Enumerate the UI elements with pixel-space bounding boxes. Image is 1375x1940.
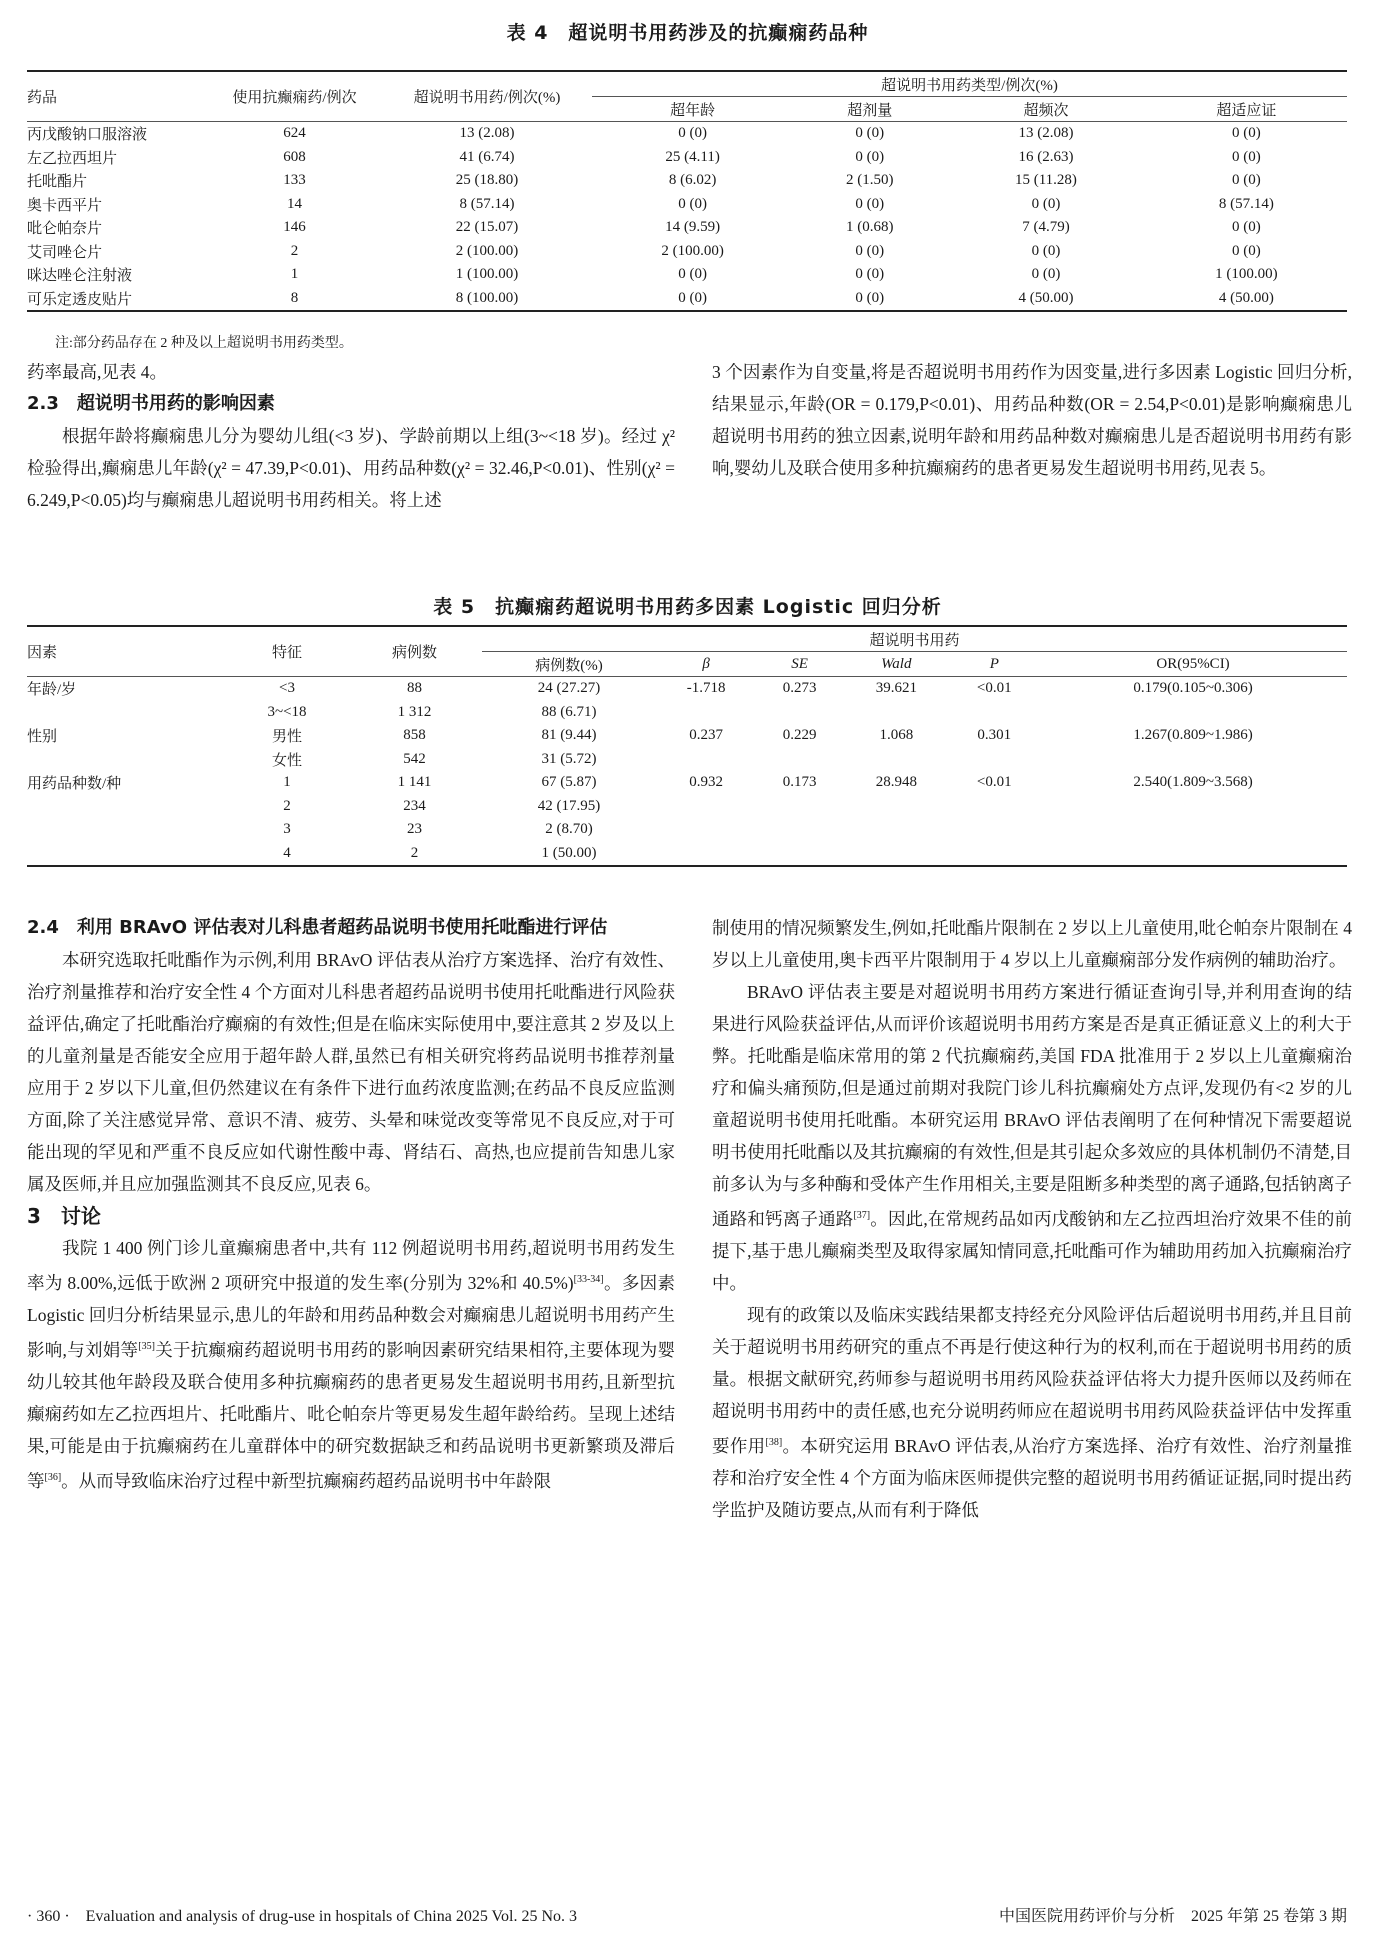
t5-cell-wald: 28.948 — [875, 774, 917, 791]
t4-cell-indic: 0 (0) — [1231, 148, 1261, 165]
t4-cell-freq: 13 (2.08) — [1018, 125, 1074, 142]
t5-header-p: P — [989, 655, 999, 672]
t4-cell-drug: 艾司唑仑片 — [27, 244, 103, 261]
t5-cell-n: 81 (9.44) — [541, 727, 597, 744]
t5-cell-wald — [843, 701, 949, 725]
t5-cell-or — [1039, 795, 1347, 819]
t4-cell-offlabel: 41 (6.74) — [459, 148, 515, 165]
t4-row — [27, 122, 1347, 146]
t5-cell-cases: 2 — [410, 844, 419, 861]
t5-cell-se: 0.173 — [782, 774, 817, 791]
t5-cell-feature: 4 — [283, 844, 291, 861]
t4-cell-dose: 0 (0) — [855, 125, 885, 142]
t5-cell-p — [950, 701, 1040, 725]
text-run: 。本研究运用 BRAvO 评估表,从治疗方案选择、治疗有效性、治疗剂量推荐和治疗安全性 4 个方面为临床医师提供完整的超说明书用药循证证据,同时提出药学监护及随访要点,从而有利于降低 — [712, 1435, 1352, 1520]
left-bottom-text — [27, 912, 675, 1496]
t4-header-drug: 药品 — [27, 90, 58, 106]
t4-cell-dose: 0 (0) — [855, 289, 885, 306]
t5-cell-wald: 1.068 — [879, 727, 914, 744]
text-run: BRAvO 评估表主要是对超说明书用药方案进行循证查询引导,并利用查询的结果进行风险获益评估,从而评价该超说明书用药方案是否是真正循证意义上的利大于弊。托吡酯是临床常用的第 2 代抗癫痫药,美国 FDA 批准用于 2 岁以上儿童癫痫治疗和偏头痛预防,但是通过前期对我院门诊儿科抗癫痫处方点评,发现仍有<2 岁的儿童超说明书使用托吡酯。本研究运用 BRAvO 评估表阐明了在何种情况下需要超说明书使用托吡酯以及其抗癫痫的有效性,但是其引起众多效应的具体机制仍不清楚,目前多认为与多种酶和受体产生作用相关,主要是阻断多种类型的离子通路,包括钠离子通路和钙离子通路 — [712, 982, 1352, 1229]
t4-header-group: 超说明书用药类型/例次(%) — [592, 71, 1347, 97]
t5-cell-wald — [843, 842, 949, 867]
t5-cell-feature: 女性 — [271, 752, 302, 769]
t5-cell-p — [950, 818, 1040, 842]
t4-cell-age: 0 (0) — [678, 266, 707, 283]
t4-cell-indic: 1 (100.00) — [1215, 266, 1278, 283]
t5-cell-n: 1 (50.00) — [541, 844, 597, 861]
t5-cell-se — [756, 818, 843, 842]
t5-cell-or: 1.267(0.809~1.986) — [1133, 727, 1253, 744]
t5-cell-wald — [843, 818, 949, 842]
t4-cell-used: 8 — [290, 289, 299, 306]
t5-cell-factor: 用药品种数/种 — [27, 776, 122, 793]
t4-cell-dose: 0 (0) — [855, 242, 885, 259]
t5-cell-se: 0.273 — [782, 680, 817, 697]
citation[interactable]: [35] — [138, 1340, 155, 1352]
t4-cell-used: 1 — [290, 266, 299, 283]
t5-cell-cases: 542 — [403, 750, 426, 767]
t5-cell-wald — [843, 795, 949, 819]
t4-cell-age: 0 (0) — [678, 195, 707, 212]
t4-cell-offlabel: 2 (100.00) — [455, 242, 519, 259]
t4-cell-freq: 7 (4.79) — [1022, 219, 1070, 236]
section-heading-2-3: 2.3 超说明书用药的影响因素 — [27, 393, 275, 414]
t4-cell-freq: 4 (50.00) — [1018, 289, 1074, 306]
t4-cell-freq: 16 (2.63) — [1018, 148, 1074, 165]
t4-cell-used: 133 — [283, 172, 306, 189]
right-bottom-text — [712, 912, 1352, 1526]
footer-right: 中国医院用药评价与分析 2025 年第 25 卷第 3 期 — [998, 1908, 1347, 1925]
t5-cell-feature: 3 — [283, 821, 291, 838]
right-top-text — [712, 356, 1352, 484]
t5-cell-feature: 1 — [283, 774, 291, 791]
t5-cell-beta — [656, 748, 756, 772]
t4-cell-offlabel: 8 (100.00) — [455, 289, 519, 306]
section-heading-2-4: 2.4 利用 BRAvO 评估表对儿科患者超药品说明书使用托吡酯进行评估 — [27, 917, 608, 938]
table4 — [27, 70, 1347, 312]
t5-cell-p — [950, 795, 1040, 819]
t5-cell-n: 88 (6.71) — [541, 703, 597, 720]
t4-cell-dose: 0 (0) — [855, 148, 885, 165]
t5-cell-n: 31 (5.72) — [541, 750, 597, 767]
t4-cell-drug: 丙戊酸钠口服溶液 — [27, 127, 148, 144]
t4-header-offlabel: 超说明书用药/例次(%) — [413, 90, 561, 106]
t5-header-feature: 特征 — [271, 645, 302, 661]
t4-header-dose: 超剂量 — [847, 102, 893, 119]
t4-cell-indic: 0 (0) — [1231, 125, 1261, 142]
t4-row — [27, 287, 1347, 312]
t5-cell-cases: 1 141 — [397, 774, 432, 791]
t4-cell-indic: 0 (0) — [1231, 219, 1261, 236]
t5-cell-or — [1039, 818, 1347, 842]
t5-header-beta: β — [702, 655, 710, 672]
t5-cell-feature: 2 — [283, 797, 291, 814]
t4-header-indic: 超适应证 — [1216, 102, 1277, 119]
t4-cell-indic: 8 (57.14) — [1218, 195, 1274, 212]
t4-cell-drug: 左乙拉西坦片 — [27, 150, 118, 167]
t5-cell-factor: 年龄/岁 — [27, 682, 77, 699]
t4-cell-age: 2 (100.00) — [661, 242, 724, 259]
t5-header-or: OR(95%CI) — [1156, 655, 1230, 672]
t4-cell-dose: 2 (1.50) — [846, 172, 894, 189]
t5-header-cases: 病例数 — [391, 645, 437, 661]
t5-cell-beta — [656, 701, 756, 725]
t4-cell-drug: 托吡酯片 — [27, 174, 88, 191]
t5-cell-beta — [656, 818, 756, 842]
t4-cell-indic: 4 (50.00) — [1218, 289, 1274, 306]
section-heading-3: 3 讨论 — [27, 1204, 101, 1228]
t4-cell-indic: 0 (0) — [1231, 172, 1261, 189]
table5-title: 表 5 抗癫痫药超说明书用药多因素 Logistic 回归分析 — [433, 596, 942, 618]
t4-cell-freq: 0 (0) — [1031, 195, 1061, 212]
t5-row — [27, 842, 1347, 867]
t4-row — [27, 169, 1347, 193]
t5-row — [27, 795, 1347, 819]
t4-cell-drug: 可乐定透皮贴片 — [27, 291, 133, 308]
paragraph: 制使用的情况频繁发生,例如,托吡酯片限制在 2 岁以上儿童使用,吡仑帕奈片限制在 4 岁以上儿童使用,奥卡西平片限制用于 4 岁以上儿童癫痫部分发作病例的辅助治疗。 — [712, 918, 1352, 970]
t4-cell-used: 2 — [290, 242, 299, 259]
t4-cell-used: 146 — [283, 219, 306, 236]
t5-cell-p: 0.301 — [977, 727, 1012, 744]
t5-cell-feature: <3 — [279, 680, 295, 697]
t5-cell-or: 2.540(1.809~3.568) — [1133, 774, 1253, 791]
t5-cell-n: 67 (5.87) — [541, 774, 597, 791]
t4-cell-freq: 0 (0) — [1031, 242, 1061, 259]
t5-cell-factor — [27, 701, 227, 725]
t4-cell-offlabel: 13 (2.08) — [459, 125, 515, 142]
t5-cell-cases: 23 — [407, 821, 422, 838]
t5-cell-or: 0.179(0.105~0.306) — [1133, 680, 1253, 697]
t5-row — [27, 748, 1347, 772]
table5 — [27, 625, 1347, 867]
t4-row — [27, 193, 1347, 217]
t5-row — [27, 818, 1347, 842]
t5-cell-cases: 858 — [403, 727, 426, 744]
footer-left: · 360 · Evaluation and analysis of drug-use in hospitals of China 2025 Vol. 25 No. 3 — [27, 1908, 578, 1925]
t5-cell-beta — [656, 795, 756, 819]
t5-cell-p — [950, 748, 1040, 772]
t5-cell-factor — [27, 748, 227, 772]
t5-cell-beta: 0.237 — [689, 727, 723, 744]
t5-cell-n: 24 (27.27) — [537, 680, 601, 697]
t4-cell-used: 624 — [283, 125, 306, 142]
t5-cell-beta — [656, 842, 756, 867]
paragraph — [712, 1299, 1352, 1526]
citation[interactable]: [38] — [765, 1436, 783, 1448]
text-run: 关于抗癫痫药超说明书用药的影响因素研究结果相符,主要体现为婴幼儿较其他年龄段及联合使用多种抗癫痫药的患者更易发生超说明书用药,且新型抗癫痫药如左乙拉西坦片、托吡酯片、吡仑帕奈片等更易发生超年龄给药。呈现上述结果,可能是由于抗癫痫药在儿童群体中的研究数据缺乏和药品说明书更新繁琐及滞后等 — [27, 1339, 675, 1491]
t5-cell-feature: 男性 — [271, 729, 302, 746]
t5-header-se: SE — [791, 655, 808, 672]
t5-cell-feature: 3~<18 — [267, 703, 307, 720]
t5-row — [27, 701, 1347, 725]
paragraph: 3 个因素作为自变量,将是否超说明书用药作为因变量,进行多因素 Logistic 回归分析,结果显示,年龄(OR = 0.179,P<0.01)、用药品种数(OR = 2.54,P<0.01)是影响癫痫患儿超说明书用药的独立因素,说明年龄和用药品种数对癫痫患儿是否超说明书用药有影响,婴幼儿及联合使用多种抗癫痫药的患者更易发生超说明书用药,见表 5。 — [712, 362, 1352, 478]
t4-row — [27, 263, 1347, 287]
table4-title: 表 4 超说明书用药涉及的抗癫痫药品种 — [506, 22, 869, 44]
t4-cell-indic: 0 (0) — [1231, 242, 1261, 259]
t4-row — [27, 146, 1347, 170]
t4-header-age: 超年龄 — [670, 102, 716, 119]
t4-row — [27, 240, 1347, 264]
t5-cell-se — [756, 795, 843, 819]
t4-cell-offlabel: 8 (57.14) — [459, 195, 515, 212]
left-top-text — [27, 356, 675, 516]
text-run: 现有的政策以及临床实践结果都支持经充分风险评估后超说明书用药,并且目前关于超说明书用药研究的重点不再是行使这种行为的权利,而在于超说明书用药的质量。根据文献研究,药师参与超说明书用药风险获益评估将大力提升医师以及药师在超说明书用药中的责任感,也充分说明药师应在超说明书用药风险获益评估中发挥重要作用 — [712, 1304, 1352, 1456]
t5-cell-beta: -1.718 — [686, 680, 726, 697]
paragraph — [27, 1232, 675, 1496]
t5-cell-wald — [843, 748, 949, 772]
t5-cell-p — [950, 842, 1040, 867]
t5-cell-cases: 1 312 — [397, 703, 432, 720]
t5-cell-factor — [27, 842, 227, 867]
paragraph — [712, 976, 1352, 1299]
paragraph: 根据年龄将癫痫患儿分为婴幼儿组(<3 岁)、学龄前期以上组(3~<18 岁)。经过 χ² 检验得出,癫痫患儿年龄(χ² = 47.39,P<0.01)、用药品种数(χ² = 32.46,P<0.01)、性别(χ² = 6.249,P<0.05)均与癫痫患儿超说明书用药相关。将上述 — [27, 426, 675, 510]
t5-cell-cases: 234 — [403, 797, 426, 814]
citation[interactable]: [36] — [44, 1471, 62, 1483]
t4-header-freq: 超频次 — [1023, 102, 1069, 119]
paragraph: 药率最高,见表 4。 — [27, 362, 167, 382]
text-run: 我院 1 400 例门诊儿童癫痫患者中,共有 112 例超说明书用药,超说明书用药发生率为 8.00%,远低于欧洲 2 项研究中报道的发生率(分别为 32%和 40.5%) — [27, 1238, 675, 1293]
t4-cell-drug: 吡仑帕奈片 — [27, 221, 103, 238]
t4-cell-age: 8 (6.02) — [668, 172, 717, 189]
t4-header-used: 使用抗癫痫药/例次 — [232, 90, 357, 106]
table4-note: 注:部分药品存在 2 种及以上超说明书用药类型。 — [55, 336, 353, 351]
t4-cell-offlabel: 1 (100.00) — [455, 266, 519, 283]
t5-row — [27, 771, 1347, 795]
t4-cell-used: 608 — [283, 148, 306, 165]
t5-cell-factor — [27, 818, 227, 842]
text-run: 。多因素 Logistic 回归分析结果显示,患儿的年龄和用药品种数会对癫痫患儿超说明书用药产生影响,与刘娟等 — [27, 1272, 676, 1360]
t4-cell-age: 25 (4.11) — [665, 148, 720, 165]
t4-cell-drug: 奥卡西平片 — [27, 197, 103, 214]
paragraph: 本研究选取托吡酯作为示例,利用 BRAvO 评估表从治疗方案选择、治疗有效性、治疗剂量推荐和治疗安全性 4 个方面对儿科患者超药品说明书使用托吡酯进行风险获益评估,确定了托吡酯治疗癫痫的有效性;但是在临床实际使用中,要注意其 2 岁及以上的儿童剂量是否能安全应用于超年龄人群,虽然已有相关研究将药品说明书推荐剂量应用于 2 岁以下儿童,但仍然建议在有条件下进行血药浓度监测;在药品不良反应监测方面,除了关注感觉异常、意识不清、疲劳、头晕和味觉改变等常见不良反应,对于可能出现的罕见和严重不良反应如代谢性酸中毒、肾结石、高热,也应提前告知患儿家属及医师,并且应加强监测其不良反应,见表 6。 — [27, 950, 675, 1194]
t5-row — [27, 677, 1347, 701]
t4-cell-age: 0 (0) — [678, 289, 707, 306]
t5-cell-p: <0.01 — [976, 680, 1012, 697]
t5-header-n: 病例数(%) — [535, 657, 603, 674]
t4-row — [27, 216, 1347, 240]
text-run: 。因此,在常规药品如丙戊酸钠和左乙拉西坦治疗效果不佳的前提下,基于患儿癫痫类型及取得家属知情同意,托吡酯可作为辅助用药加入抗癫痫治疗中。 — [712, 1208, 1353, 1293]
t5-header-wald: Wald — [881, 655, 912, 672]
t4-cell-dose: 0 (0) — [855, 195, 885, 212]
t4-cell-offlabel: 25 (18.80) — [455, 172, 519, 189]
t4-cell-drug: 咪达唑仑注射液 — [27, 268, 133, 285]
t5-cell-wald: 39.621 — [875, 680, 917, 697]
text-run: 。从而导致临床治疗过程中新型抗癫痫药超药品说明书中年龄限 — [61, 1470, 552, 1491]
t5-cell-factor: 性别 — [27, 729, 58, 746]
t4-cell-age: 0 (0) — [678, 125, 707, 142]
t5-cell-se: 0.229 — [782, 727, 817, 744]
t4-cell-age: 14 (9.59) — [665, 219, 721, 236]
t5-header-factor: 因素 — [27, 645, 58, 661]
t5-cell-n: 2 (8.70) — [545, 821, 593, 838]
t5-cell-n: 42 (17.95) — [537, 797, 601, 814]
t5-cell-se — [756, 701, 843, 725]
t4-cell-offlabel: 22 (15.07) — [455, 219, 519, 236]
t5-cell-se — [756, 748, 843, 772]
t5-cell-cases: 88 — [407, 680, 422, 697]
t5-cell-or — [1039, 701, 1347, 725]
t5-cell-or — [1039, 842, 1347, 867]
t5-cell-factor — [27, 795, 227, 819]
t5-cell-p: <0.01 — [976, 774, 1012, 791]
citation[interactable]: [33-34] — [573, 1274, 604, 1285]
t5-cell-or — [1039, 748, 1347, 772]
t4-cell-dose: 0 (0) — [855, 266, 885, 283]
t4-cell-freq: 0 (0) — [1031, 266, 1061, 283]
t5-header-group: 超说明书用药 — [482, 626, 1347, 652]
t5-row — [27, 724, 1347, 748]
t5-cell-se — [756, 842, 843, 867]
t4-cell-dose: 1 (0.68) — [846, 219, 894, 236]
t4-cell-freq: 15 (11.28) — [1014, 172, 1077, 189]
citation[interactable]: [37] — [853, 1210, 871, 1221]
t4-cell-used: 14 — [287, 195, 302, 212]
t5-cell-beta: 0.932 — [689, 774, 723, 791]
